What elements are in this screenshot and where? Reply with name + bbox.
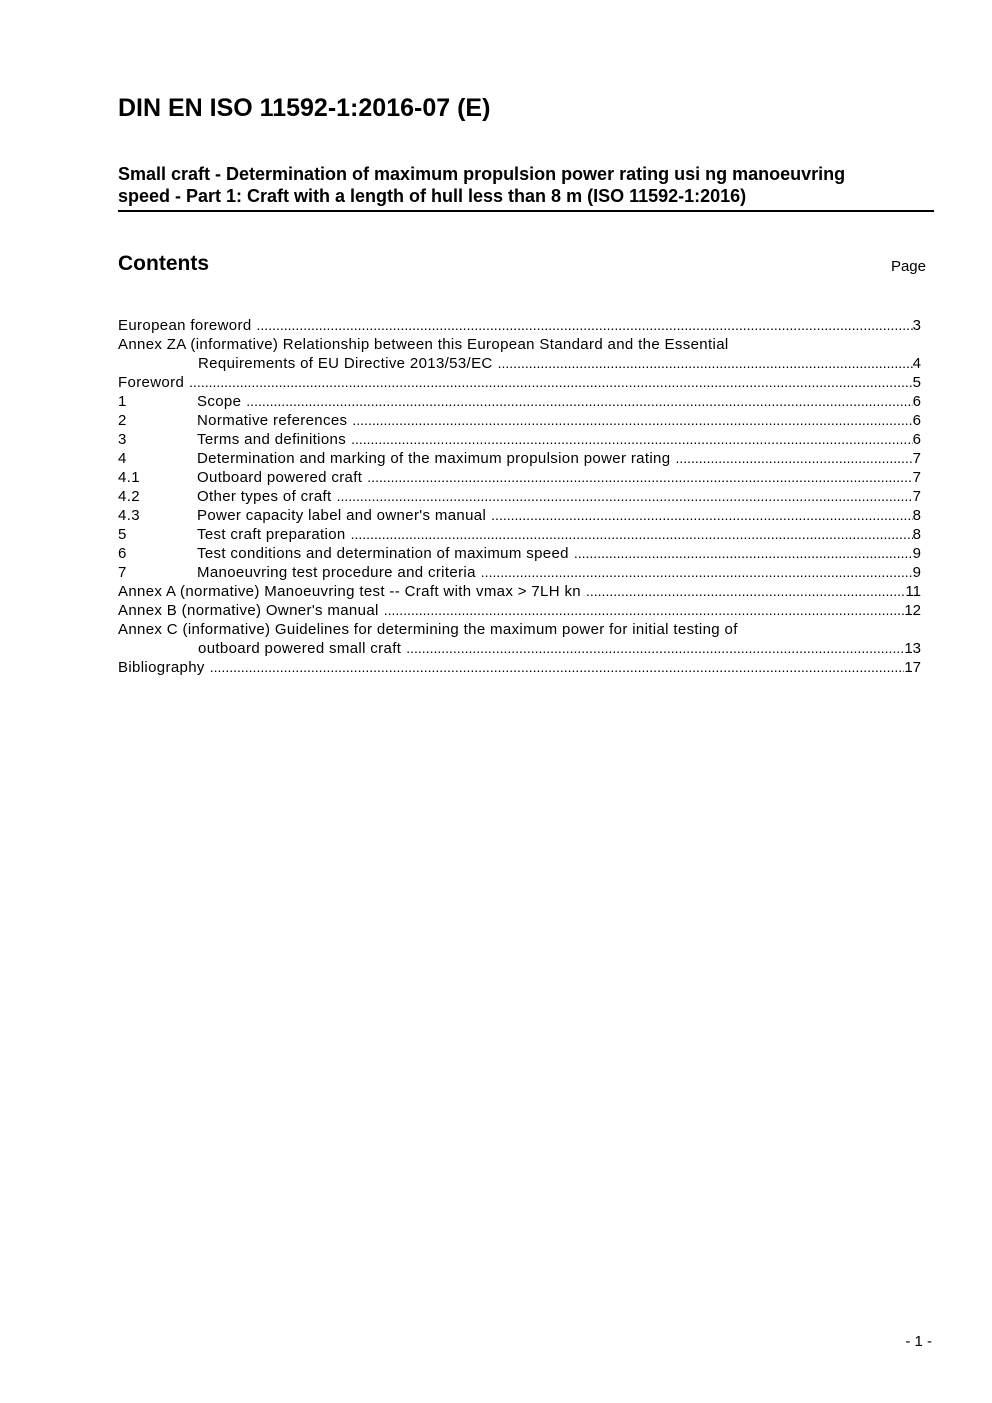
toc-entry-terms-and-definitions[interactable] bbox=[118, 430, 921, 449]
toc-entry-page: 4 bbox=[912, 355, 921, 372]
toc-entry-test-craft-preparation[interactable] bbox=[118, 525, 921, 544]
toc-entry-text: Determination and marking of the maximum propulsion power rating bbox=[197, 450, 671, 467]
table-of-contents bbox=[118, 316, 921, 677]
toc-leader-dots bbox=[586, 582, 905, 601]
toc-entry-page: 3 bbox=[912, 317, 921, 334]
toc-leader-dots bbox=[574, 544, 913, 563]
toc-entry-test-conditions[interactable] bbox=[118, 544, 921, 563]
toc-entry-number: 7 bbox=[118, 564, 127, 581]
toc-entry-number: 5 bbox=[118, 526, 127, 543]
toc-entry-text: Test conditions and determination of maximum speed bbox=[197, 545, 569, 562]
toc-leader-dots bbox=[351, 525, 913, 544]
toc-entry-page: 17 bbox=[904, 659, 921, 676]
toc-leader-dots bbox=[246, 392, 912, 411]
toc-entry-number: 2 bbox=[118, 412, 127, 429]
toc-leader-dots bbox=[406, 639, 904, 658]
toc-entry-page: 8 bbox=[912, 526, 921, 543]
toc-leader-dots bbox=[257, 316, 913, 335]
toc-entry-european-foreword[interactable] bbox=[118, 316, 921, 335]
toc-leader-dots bbox=[481, 563, 913, 582]
subtitle-line-1: Small craft - Determination of maximum propulsion power rating usi ng manoeuvring bbox=[118, 164, 846, 184]
toc-entry-foreword[interactable] bbox=[118, 373, 921, 392]
toc-entry-text: Annex B (normative) Owner's manual bbox=[118, 602, 379, 619]
toc-entry-page: 13 bbox=[904, 640, 921, 657]
toc-entry-page: 6 bbox=[912, 393, 921, 410]
toc-entry-annex-b[interactable] bbox=[118, 601, 921, 620]
toc-leader-dots bbox=[384, 601, 905, 620]
page-column-heading: Page bbox=[890, 258, 926, 275]
toc-entry-annex-a[interactable] bbox=[118, 582, 921, 601]
toc-entry-number: 4.1 bbox=[118, 469, 140, 486]
toc-entry-bibliography[interactable] bbox=[118, 658, 921, 677]
toc-entry-number: 1 bbox=[118, 393, 127, 410]
toc-entry-annex-c[interactable] bbox=[118, 620, 921, 658]
toc-entry-normative-references[interactable] bbox=[118, 411, 921, 430]
toc-entry-continuation: Requirements of EU Directive 2013/53/EC bbox=[198, 355, 493, 372]
toc-leader-dots bbox=[491, 506, 912, 525]
toc-entry-number: 4.3 bbox=[118, 507, 140, 524]
document-subtitle bbox=[118, 163, 934, 212]
toc-entry-page: 7 bbox=[912, 450, 921, 467]
page-number: - 1 - bbox=[905, 1333, 932, 1350]
toc-entry-number: 4.2 bbox=[118, 488, 140, 505]
toc-entry-scope[interactable] bbox=[118, 392, 921, 411]
toc-entry-page: 8 bbox=[912, 507, 921, 524]
toc-entry-page: 6 bbox=[912, 431, 921, 448]
toc-leader-dots bbox=[351, 430, 913, 449]
toc-entry-text: European foreword bbox=[118, 317, 252, 334]
toc-entry-text: Annex ZA (informative) Relationship between this European Standard and the Essential bbox=[118, 336, 729, 353]
toc-entry-text: Outboard powered craft bbox=[197, 469, 363, 486]
toc-leader-dots bbox=[675, 449, 912, 468]
toc-leader-dots bbox=[189, 373, 913, 392]
toc-leader-dots bbox=[210, 658, 905, 677]
toc-entry-power-capacity-label[interactable] bbox=[118, 506, 921, 525]
toc-entry-other-types-of-craft[interactable] bbox=[118, 487, 921, 506]
toc-entry-text: Annex C (informative) Guidelines for determining the maximum power for initial testing of bbox=[118, 621, 738, 638]
toc-leader-dots bbox=[337, 487, 913, 506]
subtitle-line-2: speed - Part 1: Craft with a length of hull less than 8 m (ISO 11592-1:2016) bbox=[118, 186, 747, 206]
toc-entry-outboard-powered-craft[interactable] bbox=[118, 468, 921, 487]
toc-entry-text: Bibliography bbox=[118, 659, 205, 676]
toc-entry-text: Annex A (normative) Manoeuvring test -- Craft with vmax > 7LH kn bbox=[118, 583, 581, 600]
toc-entry-continuation: outboard powered small craft bbox=[198, 640, 402, 657]
toc-leader-dots bbox=[367, 468, 912, 487]
toc-entry-page: 6 bbox=[912, 412, 921, 429]
toc-entry-text: Power capacity label and owner's manual bbox=[197, 507, 487, 524]
toc-entry-number: 6 bbox=[118, 545, 127, 562]
toc-entry-determination-and-marking[interactable] bbox=[118, 449, 921, 468]
toc-entry-text: Normative references bbox=[197, 412, 348, 429]
toc-entry-text: Foreword bbox=[118, 374, 185, 391]
toc-entry-text: Scope bbox=[197, 393, 242, 410]
toc-entry-text: Manoeuvring test procedure and criteria bbox=[197, 564, 476, 581]
toc-entry-annex-za[interactable] bbox=[118, 335, 921, 373]
document-title: DIN EN ISO 11592-1:2016-07 (E) bbox=[118, 94, 491, 122]
toc-entry-page: 5 bbox=[912, 374, 921, 391]
toc-entry-number: 4 bbox=[118, 450, 127, 467]
toc-entry-number: 3 bbox=[118, 431, 127, 448]
toc-leader-dots bbox=[498, 354, 913, 373]
contents-heading: Contents bbox=[118, 252, 209, 275]
toc-entry-text: Terms and definitions bbox=[197, 431, 347, 448]
toc-entry-page: 9 bbox=[912, 545, 921, 562]
toc-leader-dots bbox=[352, 411, 912, 430]
toc-entry-page: 7 bbox=[912, 469, 921, 486]
toc-entry-page: 7 bbox=[912, 488, 921, 505]
toc-entry-manoeuvring-test-procedure[interactable] bbox=[118, 563, 921, 582]
toc-entry-page: 11 bbox=[905, 583, 921, 600]
toc-entry-text: Other types of craft bbox=[197, 488, 332, 505]
toc-entry-page: 12 bbox=[904, 602, 921, 619]
toc-entry-text: Test craft preparation bbox=[197, 526, 346, 543]
toc-entry-page: 9 bbox=[912, 564, 921, 581]
